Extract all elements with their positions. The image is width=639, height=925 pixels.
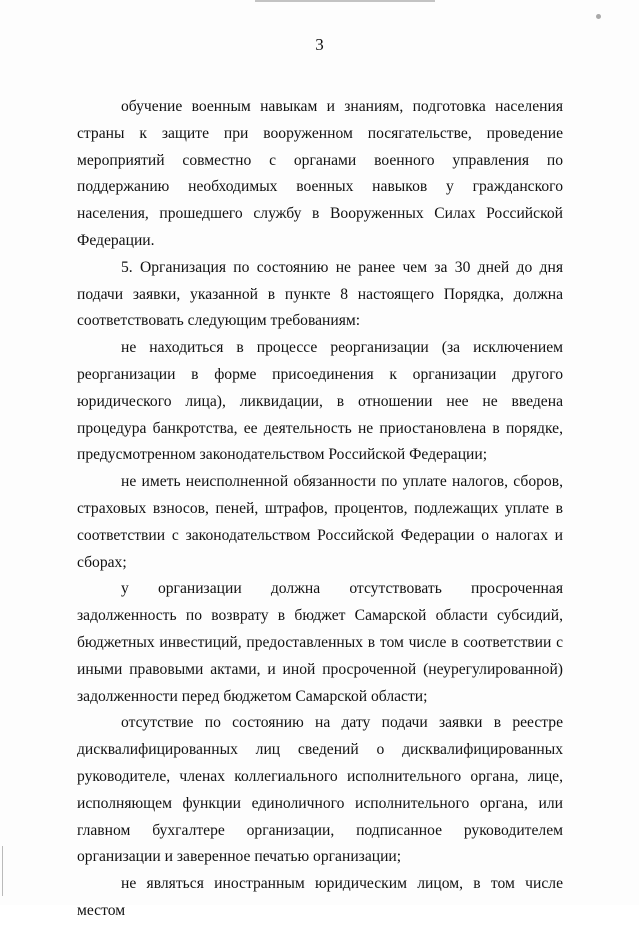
scan-edge-mark — [255, 0, 435, 2]
scan-edge-mark — [2, 846, 3, 896]
document-body — [77, 94, 563, 925]
paragraph: не иметь неисполненной обязанности по уплате налогов, сборов, страховых взносов, пеней, штрафов, процентов, подлежащих уплате в соответствии с законодательством Российской Федерации о налогах и сборах; — [77, 473, 563, 571]
paragraph: 5. Организация по состоянию не ранее чем за 30 дней до дня подачи заявки, указанной в пункте 8 настоящего Порядка, должна соответствовать следующим требованиям: — [77, 258, 563, 330]
paragraph: у организации должна отсутствовать просроченная задолженность по возврату в бюджет Самарской области субсидий, бюджетных инвестиций, предоставленных в том числе в соответствии с иными правовыми актами, и иной просроченной (неурегулированной) задолженности перед бюджетом Самарской области; — [77, 580, 563, 705]
paragraph: не являться иностранным юридическим лицом, в том числе местом — [77, 875, 563, 919]
page-number: 3 — [315, 35, 324, 54]
paragraph: отсутствие по состоянию на дату подачи заявки в реестре дисквалифицированных лиц сведений о дисквалифицированных руководителе, членах коллегиального исполнительного органа, лице, исполняющем функции единоличного исполнительного органа, или главном бухгалтере организации, подписанное руководителем организации и заверенное печатью организации; — [77, 714, 563, 866]
paragraph: обучение военным навыкам и знаниям, подготовка населения страны к защите при вооруженном посягательстве, проведение мероприятий совместно с органами военного управления по поддержанию необходимых военных навыков у гражданского населения, прошедшего службу в Вооруженных Силах Российской Федерации. — [77, 98, 563, 249]
paragraph: не находиться в процессе реорганизации (за исключением реорганизации в форме присоединения к организации другого юридического лица), ликвидации, в отношении нее не введена процедура банкротства, ее деятельность не приостановлена в порядке, предусмотренном законодательством Российской Федерации; — [77, 339, 563, 464]
scan-edge-mark — [596, 14, 601, 19]
